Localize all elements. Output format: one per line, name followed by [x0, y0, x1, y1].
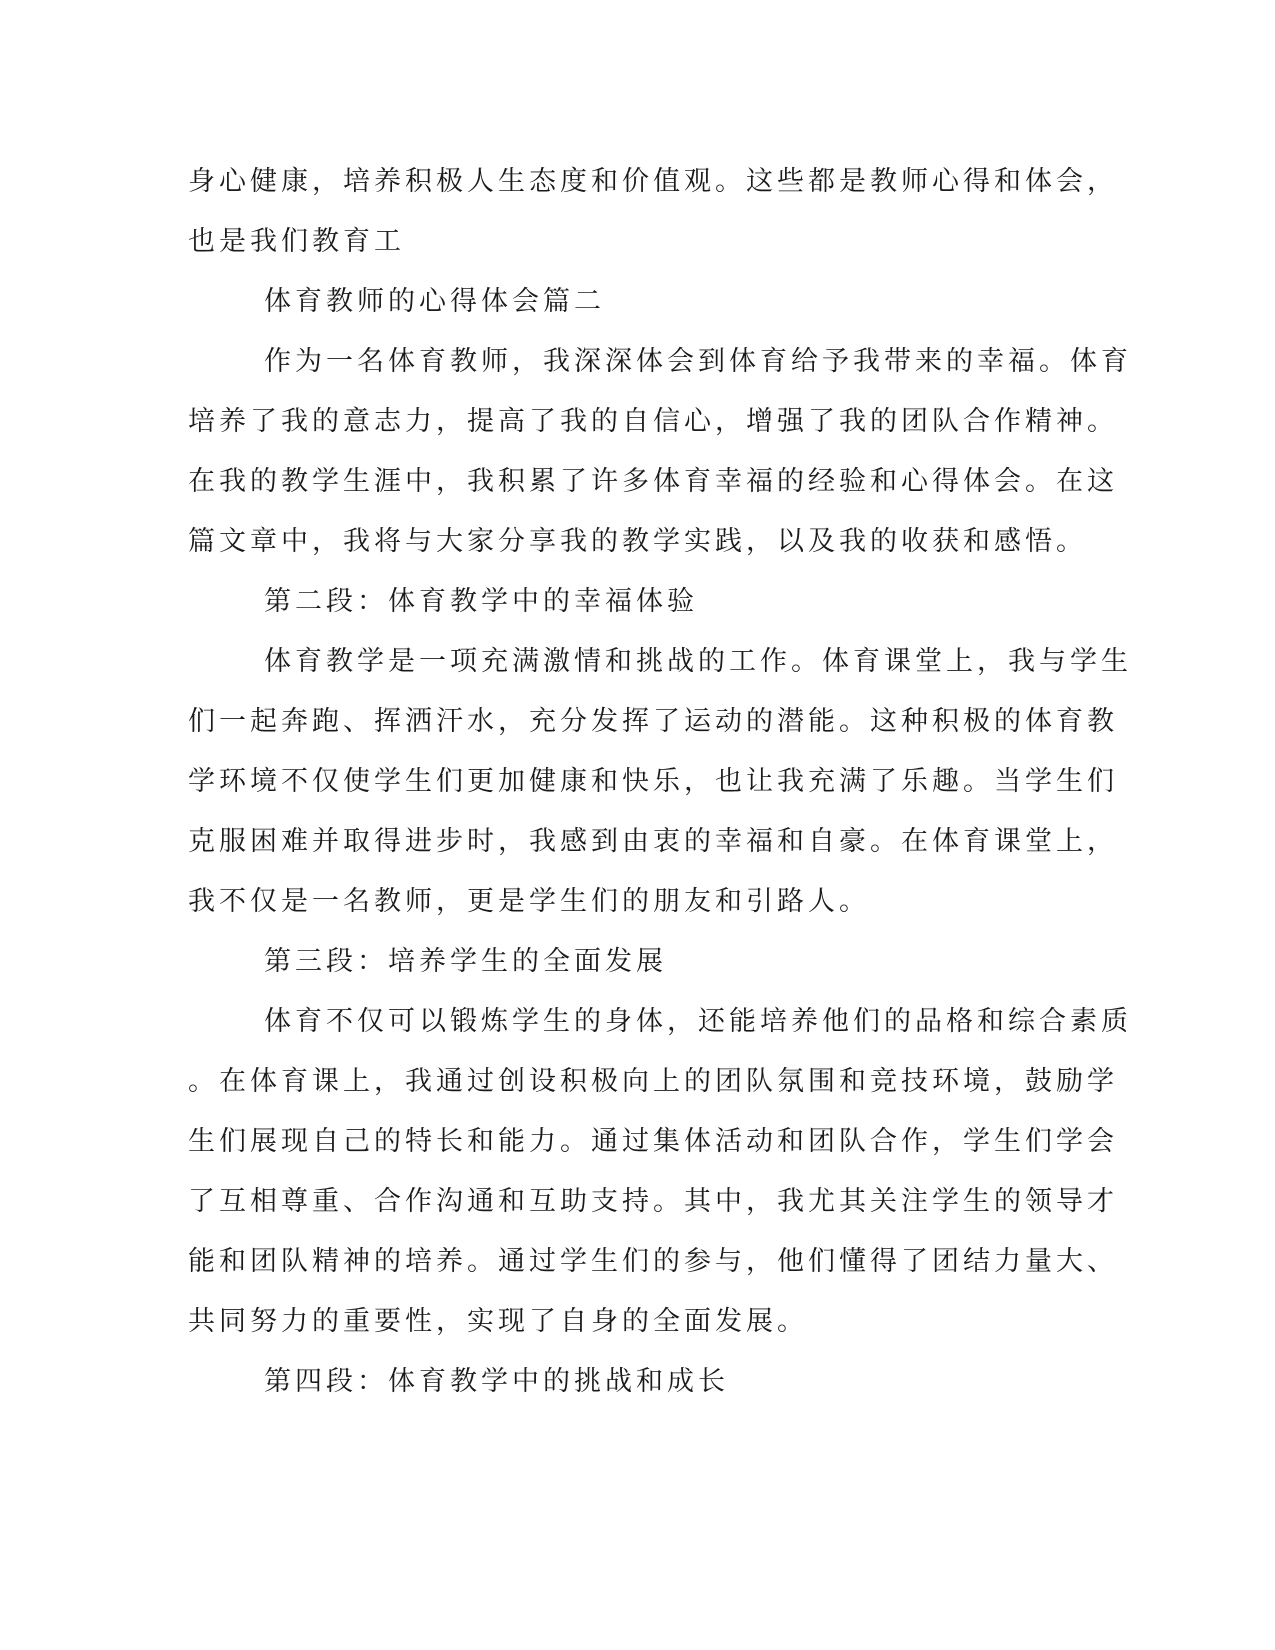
text-line: 学环境不仅使学生们更加健康和快乐，也让我充满了乐趣。当学生们: [188, 766, 1118, 797]
text-line: 篇文章中，我将与大家分享我的教学实践，以及我的收获和感悟。: [188, 526, 1087, 557]
text-line: 体育不仅可以锻炼学生的身体，还能培养他们的品格和综合素质: [264, 1006, 1132, 1037]
text-line: 培养了我的意志力，提高了我的自信心，增强了我的团队合作精神。: [188, 406, 1118, 437]
text-line: 共同努力的重要性，实现了自身的全面发展。: [188, 1306, 808, 1337]
text-line: 了互相尊重、合作沟通和互助支持。其中，我尤其关注学生的领导才: [188, 1186, 1118, 1217]
text-line: 作为一名体育教师，我深深体会到体育给予我带来的幸福。体育: [264, 346, 1132, 377]
text-line: 也是我们教育工: [188, 226, 405, 257]
text-line: 能和团队精神的培养。通过学生们的参与，他们懂得了团结力量大、: [188, 1246, 1118, 1277]
section-heading: 第四段：体育教学中的挑战和成长: [264, 1366, 729, 1397]
section-title: 体育教师的心得体会篇二: [264, 286, 605, 317]
text-line: 们一起奔跑、挥洒汗水，充分发挥了运动的潜能。这种积极的体育教: [188, 706, 1118, 737]
text-line: 体育教学是一项充满激情和挑战的工作。体育课堂上，我与学生: [264, 646, 1132, 677]
section-heading: 第二段：体育教学中的幸福体验: [264, 586, 698, 617]
text-line: 。在体育课上，我通过创设积极向上的团队氛围和竞技环境，鼓励学: [188, 1066, 1118, 1097]
text-line: 我不仅是一名教师，更是学生们的朋友和引路人。: [188, 886, 870, 917]
text-line: 在我的教学生涯中，我积累了许多体育幸福的经验和心得体会。在这: [188, 466, 1118, 497]
text-line: 生们展现自己的特长和能力。通过集体活动和团队合作，学生们学会: [188, 1126, 1118, 1157]
text-line: 克服困难并取得进步时，我感到由衷的幸福和自豪。在体育课堂上，: [188, 826, 1118, 857]
text-line: 身心健康，培养积极人生态度和价值观。这些都是教师心得和体会，: [188, 166, 1118, 197]
section-heading: 第三段：培养学生的全面发展: [264, 946, 667, 977]
